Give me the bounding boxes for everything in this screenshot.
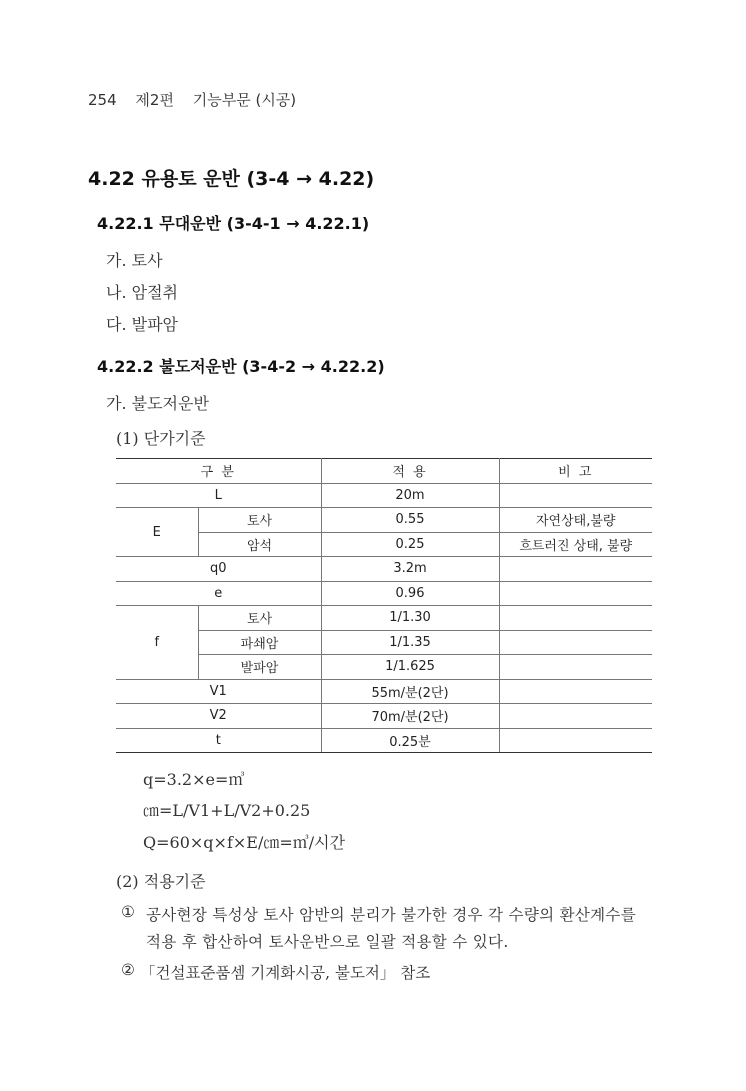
header-cell: 적 용 <box>321 459 499 484</box>
table-row <box>116 606 652 631</box>
table-cell: V2 <box>116 704 321 729</box>
list-item: 나. 암절취 <box>106 283 178 302</box>
table-cell <box>499 704 652 729</box>
table-cell: 암석 <box>198 532 321 557</box>
table-row <box>116 704 652 729</box>
table-cell: f <box>116 606 198 680</box>
table-cell: 0.25 <box>321 532 499 557</box>
table-cell: 1/1.35 <box>321 630 499 655</box>
note-marker: ① <box>121 903 135 921</box>
standards-table <box>116 458 652 753</box>
table-cell <box>499 630 652 655</box>
note-text: 공사현장 특성상 토사 암반의 분리가 불가한 경우 각 수량의 환산계수를 <box>146 906 636 924</box>
note-text: 적용 후 합산하여 토사운반으로 일괄 적용할 수 있다. <box>146 933 509 951</box>
header-title: 기능부문 (시공) <box>192 91 297 109</box>
table-cell: 70m/분(2단) <box>321 704 499 729</box>
table-cell: 3.2m <box>321 557 499 582</box>
table-cell <box>499 483 652 508</box>
table-cell: 토사 <box>198 508 321 533</box>
table-header-row <box>116 459 652 484</box>
table-cell: L <box>116 483 321 508</box>
formula-Q: Q=60×q×f×E/㎝=㎥/시간 <box>143 833 346 852</box>
unit-price-label: (1) 단가기준 <box>116 429 206 448</box>
list-item: 가. 토사 <box>106 251 163 270</box>
note-marker: ② <box>121 961 135 979</box>
subsection-title-2: 4.22.2 불도저운반 (3-4-2 → 4.22.2) <box>97 357 385 376</box>
table-cell <box>499 679 652 704</box>
table-cell: 토사 <box>198 606 321 631</box>
table-cell: 자연상태,불량 <box>499 508 652 533</box>
formula-q: q=3.2×e=㎥ <box>143 770 245 789</box>
table-cell <box>499 557 652 582</box>
note-text: 「건설표준품셈 기계화시공, 불도저」 참조 <box>140 964 431 982</box>
table-row <box>116 679 652 704</box>
table-cell: t <box>116 728 321 753</box>
apply-label: (2) 적용기준 <box>116 872 206 891</box>
subsection-title-1: 4.22.1 무대운반 (3-4-1 → 4.22.1) <box>97 214 370 233</box>
table-row <box>116 483 652 508</box>
formula-cm: ㎝=L/V1+L/V2+0.25 <box>143 801 311 820</box>
table-cell: 0.96 <box>321 581 499 606</box>
table-cell: 1/1.625 <box>321 655 499 680</box>
section-title: 4.22 유용토 운반 (3-4 → 4.22) <box>88 168 375 190</box>
table-cell: q0 <box>116 557 321 582</box>
table-cell: 0.55 <box>321 508 499 533</box>
table-cell: 흐트러진 상태, 불량 <box>499 532 652 557</box>
list-item: 가. 불도저운반 <box>106 394 209 413</box>
table-row <box>116 508 652 533</box>
table-cell <box>499 728 652 753</box>
table-row <box>116 728 652 753</box>
table-cell: 파쇄암 <box>198 630 321 655</box>
table-cell: 발파암 <box>198 655 321 680</box>
table-row <box>116 581 652 606</box>
table-cell: 1/1.30 <box>321 606 499 631</box>
header-cell: 비 고 <box>499 459 652 484</box>
header-cell: 구 분 <box>116 459 321 484</box>
table-cell: E <box>116 508 198 557</box>
part-label: 제2편 <box>135 91 174 109</box>
table-cell <box>499 655 652 680</box>
table-cell: e <box>116 581 321 606</box>
list-item: 다. 발파암 <box>106 315 178 334</box>
table-row <box>116 557 652 582</box>
table-cell: 0.25분 <box>321 728 499 753</box>
table-cell: 55m/분(2단) <box>321 679 499 704</box>
table-cell <box>499 581 652 606</box>
page-header <box>88 89 310 110</box>
table-cell: V1 <box>116 679 321 704</box>
page-number: 254 <box>88 91 117 109</box>
table-cell <box>499 606 652 631</box>
table-cell: 20m <box>321 483 499 508</box>
